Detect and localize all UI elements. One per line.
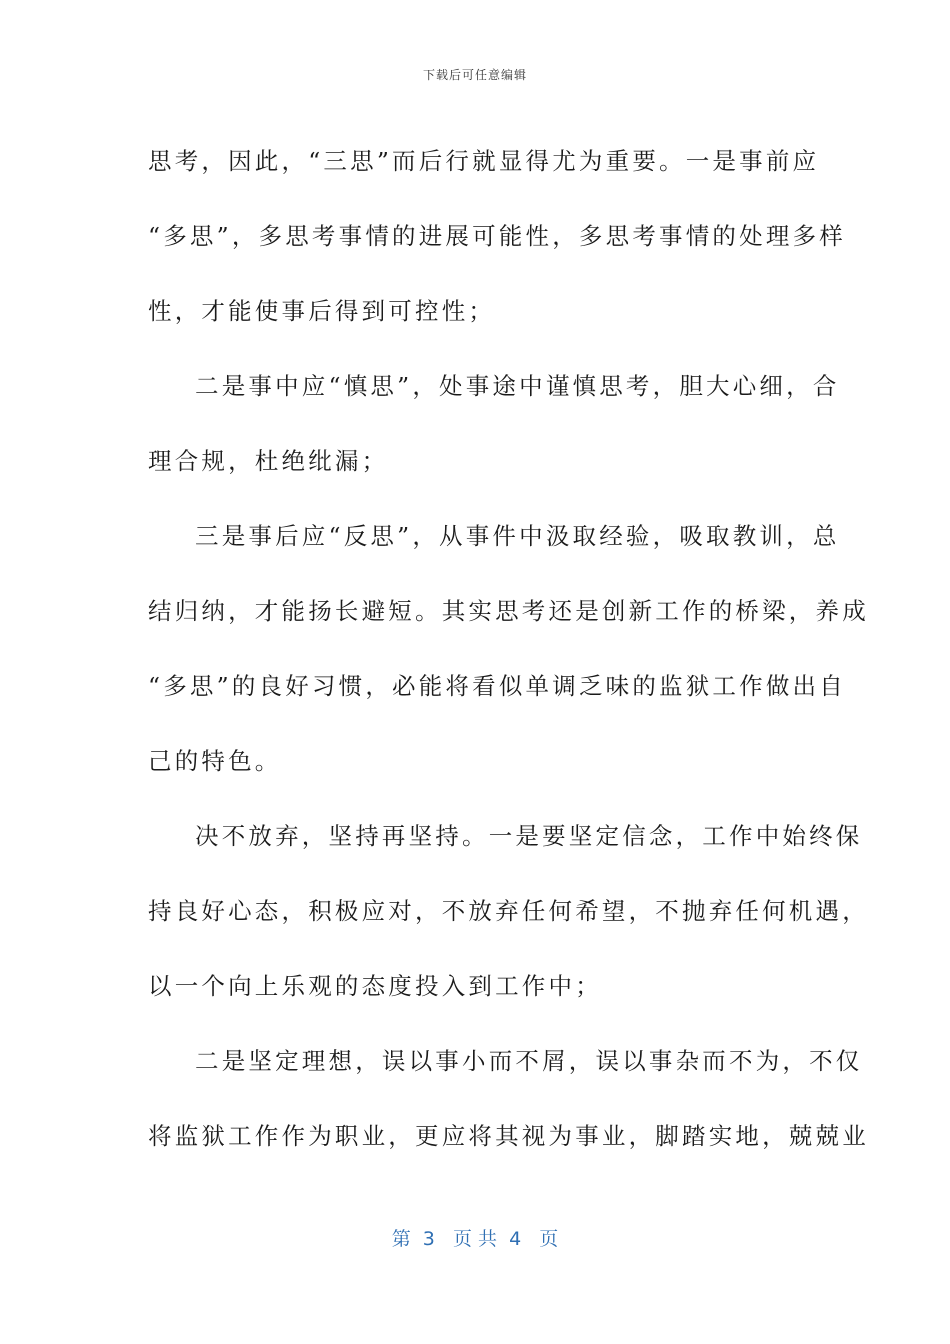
text-line: 理合规，杜绝纰漏； xyxy=(148,447,389,475)
text-line: 二是事中应“慎思”，处事途中谨慎思考，胆大心细，合 xyxy=(195,372,840,400)
text-line: “多思”的良好习惯，必能将看似单调乏味的监狱工作做出自 xyxy=(148,672,846,700)
text-line: 思考，因此，“三思”而后行就显得尤为重要。一是事前应 xyxy=(148,147,820,175)
text-line: 己的特色。 xyxy=(148,747,282,775)
text-line: 三是事后应“反思”，从事件中汲取经验，吸取教训，总 xyxy=(195,522,840,550)
paragraph xyxy=(148,349,840,499)
text-line: 性，才能使事后得到可控性； xyxy=(148,297,496,325)
paragraph xyxy=(148,799,869,1024)
text-line: 决不放弃，坚持再坚持。一是要坚定信念，工作中始终保 xyxy=(195,822,863,850)
paragraph xyxy=(148,499,869,799)
document-body xyxy=(148,124,869,1174)
text-line: 持良好心态，积极应对，不放弃任何希望，不抛弃任何机遇， xyxy=(148,897,869,925)
page-header: 下载后可任意编辑 xyxy=(422,68,527,82)
text-line: 将监狱工作作为职业，更应将其视为事业，脚踏实地，兢兢业 xyxy=(148,1122,869,1150)
text-line: “多思”，多思考事情的进展可能性，多思考事情的处理多样 xyxy=(148,222,846,250)
paragraph xyxy=(148,1024,869,1174)
text-line: 二是坚定理想，误以事小而不屑，误以事杂而不为，不仅 xyxy=(195,1047,863,1075)
page-number-footer: 第 3 页 共 4 页 xyxy=(391,1228,559,1250)
text-line: 以一个向上乐观的态度投入到工作中； xyxy=(148,972,602,1000)
text-line: 结归纳，才能扬长避短。其实思考还是创新工作的桥梁，养成 xyxy=(148,597,869,625)
paragraph xyxy=(148,124,846,349)
